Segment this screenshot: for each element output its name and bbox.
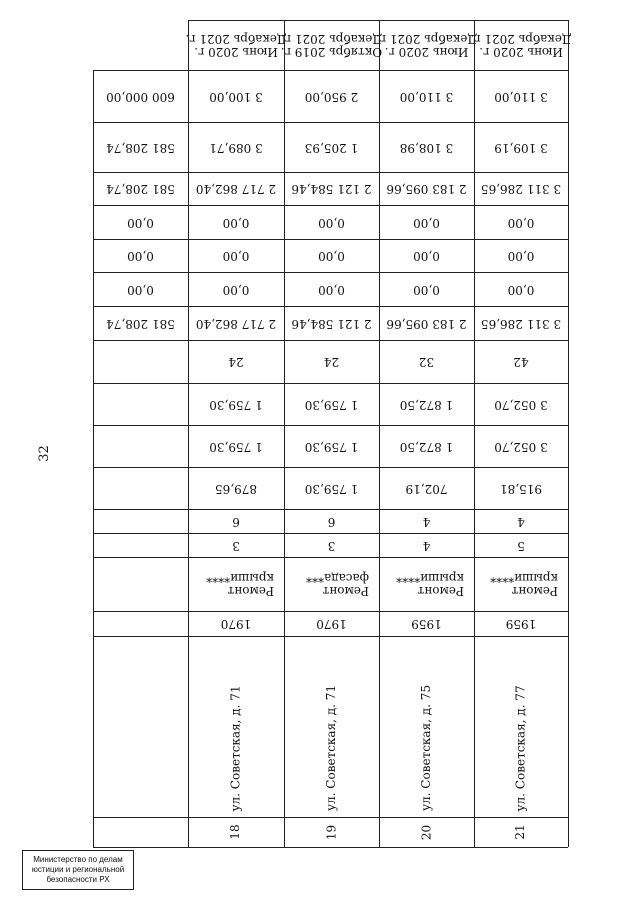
cell-zero-a — [284, 205, 379, 239]
cell-text: 3 109,19 — [494, 140, 548, 155]
cell-text: 0,00 — [222, 282, 250, 297]
cell-floors — [188, 533, 284, 557]
cell-address — [379, 636, 474, 817]
cell-text: 5 — [517, 538, 525, 553]
cell-text-line: Ремонт — [227, 584, 274, 599]
cell-text: 3 108,98 — [399, 140, 454, 155]
cell-floors — [474, 533, 568, 557]
cell-area-a — [188, 467, 284, 509]
cell-unit-cost — [379, 122, 474, 172]
cell-max-cost — [379, 70, 474, 122]
cell-year — [379, 611, 474, 636]
cell-total — [474, 172, 568, 205]
cell-residents — [188, 340, 284, 383]
cell-period-lines — [185, 20, 287, 70]
cell-max-cost — [284, 70, 379, 122]
cell-last-unit-cost — [93, 122, 188, 172]
cell-text: 3 089,71 — [209, 140, 263, 155]
cell-year — [474, 611, 568, 636]
cell-area-a — [284, 467, 379, 509]
cell-text: 1 759,30 — [209, 397, 263, 412]
cell-text-line: Декабрь 2021 г. — [375, 32, 478, 46]
cell-text: 0,00 — [413, 282, 440, 297]
cell-year — [188, 611, 284, 636]
cell-text: 3 — [232, 538, 240, 553]
cell-last-total — [93, 172, 188, 205]
cell-text: 879,65 — [215, 481, 257, 496]
cell-text: 3 110,00 — [399, 89, 454, 104]
cell-year — [284, 611, 379, 636]
cell-total-repeat — [379, 306, 474, 340]
cell-text: 3 311 286,65 — [480, 182, 562, 197]
cell-text: 18 — [228, 824, 243, 840]
cell-text: 0,00 — [222, 215, 250, 230]
cell-total — [284, 172, 379, 205]
cell-zero-a — [379, 205, 474, 239]
cell-text: 1959 — [505, 617, 537, 632]
cell-area-a — [474, 467, 568, 509]
cell-zero-b — [379, 239, 474, 272]
cell-last-total-repeat — [93, 306, 188, 340]
cell-last-zero-a — [93, 205, 188, 239]
cell-entrances — [379, 509, 474, 533]
cell-text: 2 717 862,40 — [195, 182, 277, 197]
cell-work-lines — [188, 557, 284, 611]
page-number: 32 — [36, 445, 52, 462]
cell-text: 702,19 — [405, 481, 448, 496]
cell-text: 1959 — [411, 617, 442, 632]
cell-text-line: Декабрь 2021 г. — [470, 32, 572, 46]
cell-area-c — [474, 383, 568, 425]
cell-text-line: Ремонт — [322, 584, 369, 599]
cell-text-line: Июнь 2020 г. — [194, 45, 278, 60]
cell-total — [188, 172, 284, 205]
cell-text: 0,00 — [127, 215, 154, 230]
cell-text: 20 — [418, 824, 433, 840]
cell-address — [284, 636, 379, 817]
cell-max-cost — [188, 70, 284, 122]
cell-text: 0,00 — [222, 249, 250, 264]
cell-text-line: Октябрь 2019 г. — [280, 45, 383, 60]
cell-text: 2 183 095,66 — [386, 316, 467, 331]
cell-zero-c — [188, 272, 284, 306]
cell-text: 4 — [517, 514, 525, 529]
cell-text: 1 872,50 — [399, 397, 454, 412]
cell-text: 0,00 — [318, 215, 345, 230]
cell-text: 0,00 — [318, 249, 345, 264]
cell-text: ул. Советская, д. 71 — [228, 684, 243, 811]
cell-unit-cost — [474, 122, 568, 172]
cell-residents — [379, 340, 474, 383]
cell-text: 1970 — [220, 617, 252, 632]
cell-text: 581 208,74 — [106, 316, 175, 331]
cell-text-line: Июнь 2020 г. — [479, 45, 563, 60]
cell-text-line: Ремонт — [511, 584, 558, 599]
cell-floors — [379, 533, 474, 557]
cell-area-c — [379, 383, 474, 425]
cell-text: ул. Советская, д. 75 — [418, 684, 433, 811]
cell-text: 4 — [422, 538, 431, 553]
cell-zero-c — [379, 272, 474, 306]
cell-total — [379, 172, 474, 205]
cell-text: 42 — [513, 355, 529, 370]
cell-address — [474, 636, 568, 817]
cell-last-total-cost — [93, 70, 188, 122]
cell-text: 3 110,00 — [494, 89, 548, 104]
cell-text: 1 205,93 — [304, 140, 359, 155]
cell-floors — [284, 533, 379, 557]
cell-text: 3 311 286,65 — [480, 316, 562, 331]
cell-period-lines — [470, 20, 572, 70]
cell-text: 2 950,00 — [304, 89, 359, 104]
cell-text: 6 — [232, 514, 240, 529]
cell-text: 2 717 862,40 — [195, 316, 277, 331]
cell-zero-c — [474, 272, 568, 306]
cell-text: 24 — [323, 355, 340, 370]
ministry-stamp — [22, 850, 134, 890]
cell-text-line: Июнь 2020 г. — [384, 45, 469, 60]
cell-residents — [284, 340, 379, 383]
cell-text: 1970 — [316, 617, 347, 632]
cell-text: 581 208,74 — [106, 182, 175, 197]
cell-text: 32 — [418, 355, 435, 370]
cell-area-b — [284, 425, 379, 467]
cell-work-lines — [474, 557, 568, 611]
cell-text: 3 052,70 — [494, 397, 548, 412]
cell-period-lines — [280, 20, 383, 70]
cell-work-lines — [284, 557, 379, 611]
cell-text-line: Декабрь 2021 г. — [280, 32, 383, 46]
cell-text: 0,00 — [127, 249, 154, 264]
cell-text: 1 872,50 — [399, 439, 454, 454]
cell-text: 600 000,00 — [106, 89, 175, 104]
cell-text: 0,00 — [507, 282, 535, 297]
cell-zero-b — [284, 239, 379, 272]
cell-total-repeat — [188, 306, 284, 340]
cell-entrances — [474, 509, 568, 533]
cell-text-line: крыши**** — [396, 571, 464, 585]
cell-area-b — [474, 425, 568, 467]
cell-zero-c — [284, 272, 379, 306]
cell-text: ул. Советская, д. 77 — [513, 684, 528, 811]
cell-area-b — [379, 425, 474, 467]
cell-text: 3 100,00 — [209, 89, 263, 104]
cell-total-repeat — [284, 306, 379, 340]
cell-num — [474, 817, 568, 847]
cell-text-line: Ремонт — [417, 584, 464, 599]
cell-text: 2 121 584,46 — [291, 182, 372, 197]
cell-num — [379, 817, 474, 847]
stamp-line: Министерство по делам — [33, 855, 123, 864]
cell-zero-b — [474, 239, 568, 272]
cell-text: 915,81 — [500, 481, 542, 496]
cell-text: 581 208,74 — [106, 140, 175, 155]
stamp-line: безопасности РХ — [46, 875, 110, 884]
cell-total-repeat — [474, 306, 568, 340]
cell-text: 0,00 — [413, 249, 440, 264]
cell-text-line: крыши**** — [206, 571, 274, 585]
cell-text: 1 759,30 — [209, 439, 263, 454]
cell-text-line: фасада*** — [306, 571, 369, 585]
cell-text-line: Декабрь 2021 г. — [185, 32, 287, 46]
cell-text: 1 759,30 — [304, 481, 359, 496]
cell-zero-a — [474, 205, 568, 239]
cell-entrances — [188, 509, 284, 533]
cell-text: 0,00 — [507, 249, 535, 264]
cell-last-zero-c — [93, 272, 188, 306]
cell-text: 19 — [323, 824, 338, 840]
cell-area-c — [284, 383, 379, 425]
cell-area-b — [188, 425, 284, 467]
cell-text: 3 052,70 — [494, 439, 548, 454]
cell-text: 2 121 584,46 — [291, 316, 372, 331]
cell-zero-a — [188, 205, 284, 239]
cell-text: 2 183 095,66 — [386, 182, 467, 197]
cell-max-cost — [474, 70, 568, 122]
cell-text: 0,00 — [507, 215, 535, 230]
cell-text: 0,00 — [318, 282, 345, 297]
cell-work-lines — [379, 557, 474, 611]
cell-text: 6 — [327, 514, 336, 529]
cell-unit-cost — [284, 122, 379, 172]
cell-zero-b — [188, 239, 284, 272]
cell-text: 0,00 — [413, 215, 440, 230]
cell-text: 1 759,30 — [304, 439, 359, 454]
stamp-line: юстиции и региональной — [31, 865, 125, 874]
cell-period-lines — [375, 20, 478, 70]
cell-area-c — [188, 383, 284, 425]
cell-text-line: крыши**** — [490, 571, 558, 585]
cell-text: ул. Советская, д. 71 — [323, 684, 338, 811]
cell-text: 0,00 — [127, 282, 154, 297]
cell-area-a — [379, 467, 474, 509]
cell-residents — [474, 340, 568, 383]
cell-address — [188, 636, 284, 817]
cell-text: 4 — [422, 514, 431, 529]
cell-entrances — [284, 509, 379, 533]
cell-num — [188, 817, 284, 847]
cell-last-zero-b — [93, 239, 188, 272]
cell-text: 3 — [327, 538, 336, 553]
cell-text: 21 — [513, 824, 528, 840]
cell-text: 1 759,30 — [304, 397, 359, 412]
cell-text: 24 — [228, 355, 244, 370]
cell-num — [284, 817, 379, 847]
cell-unit-cost — [188, 122, 284, 172]
